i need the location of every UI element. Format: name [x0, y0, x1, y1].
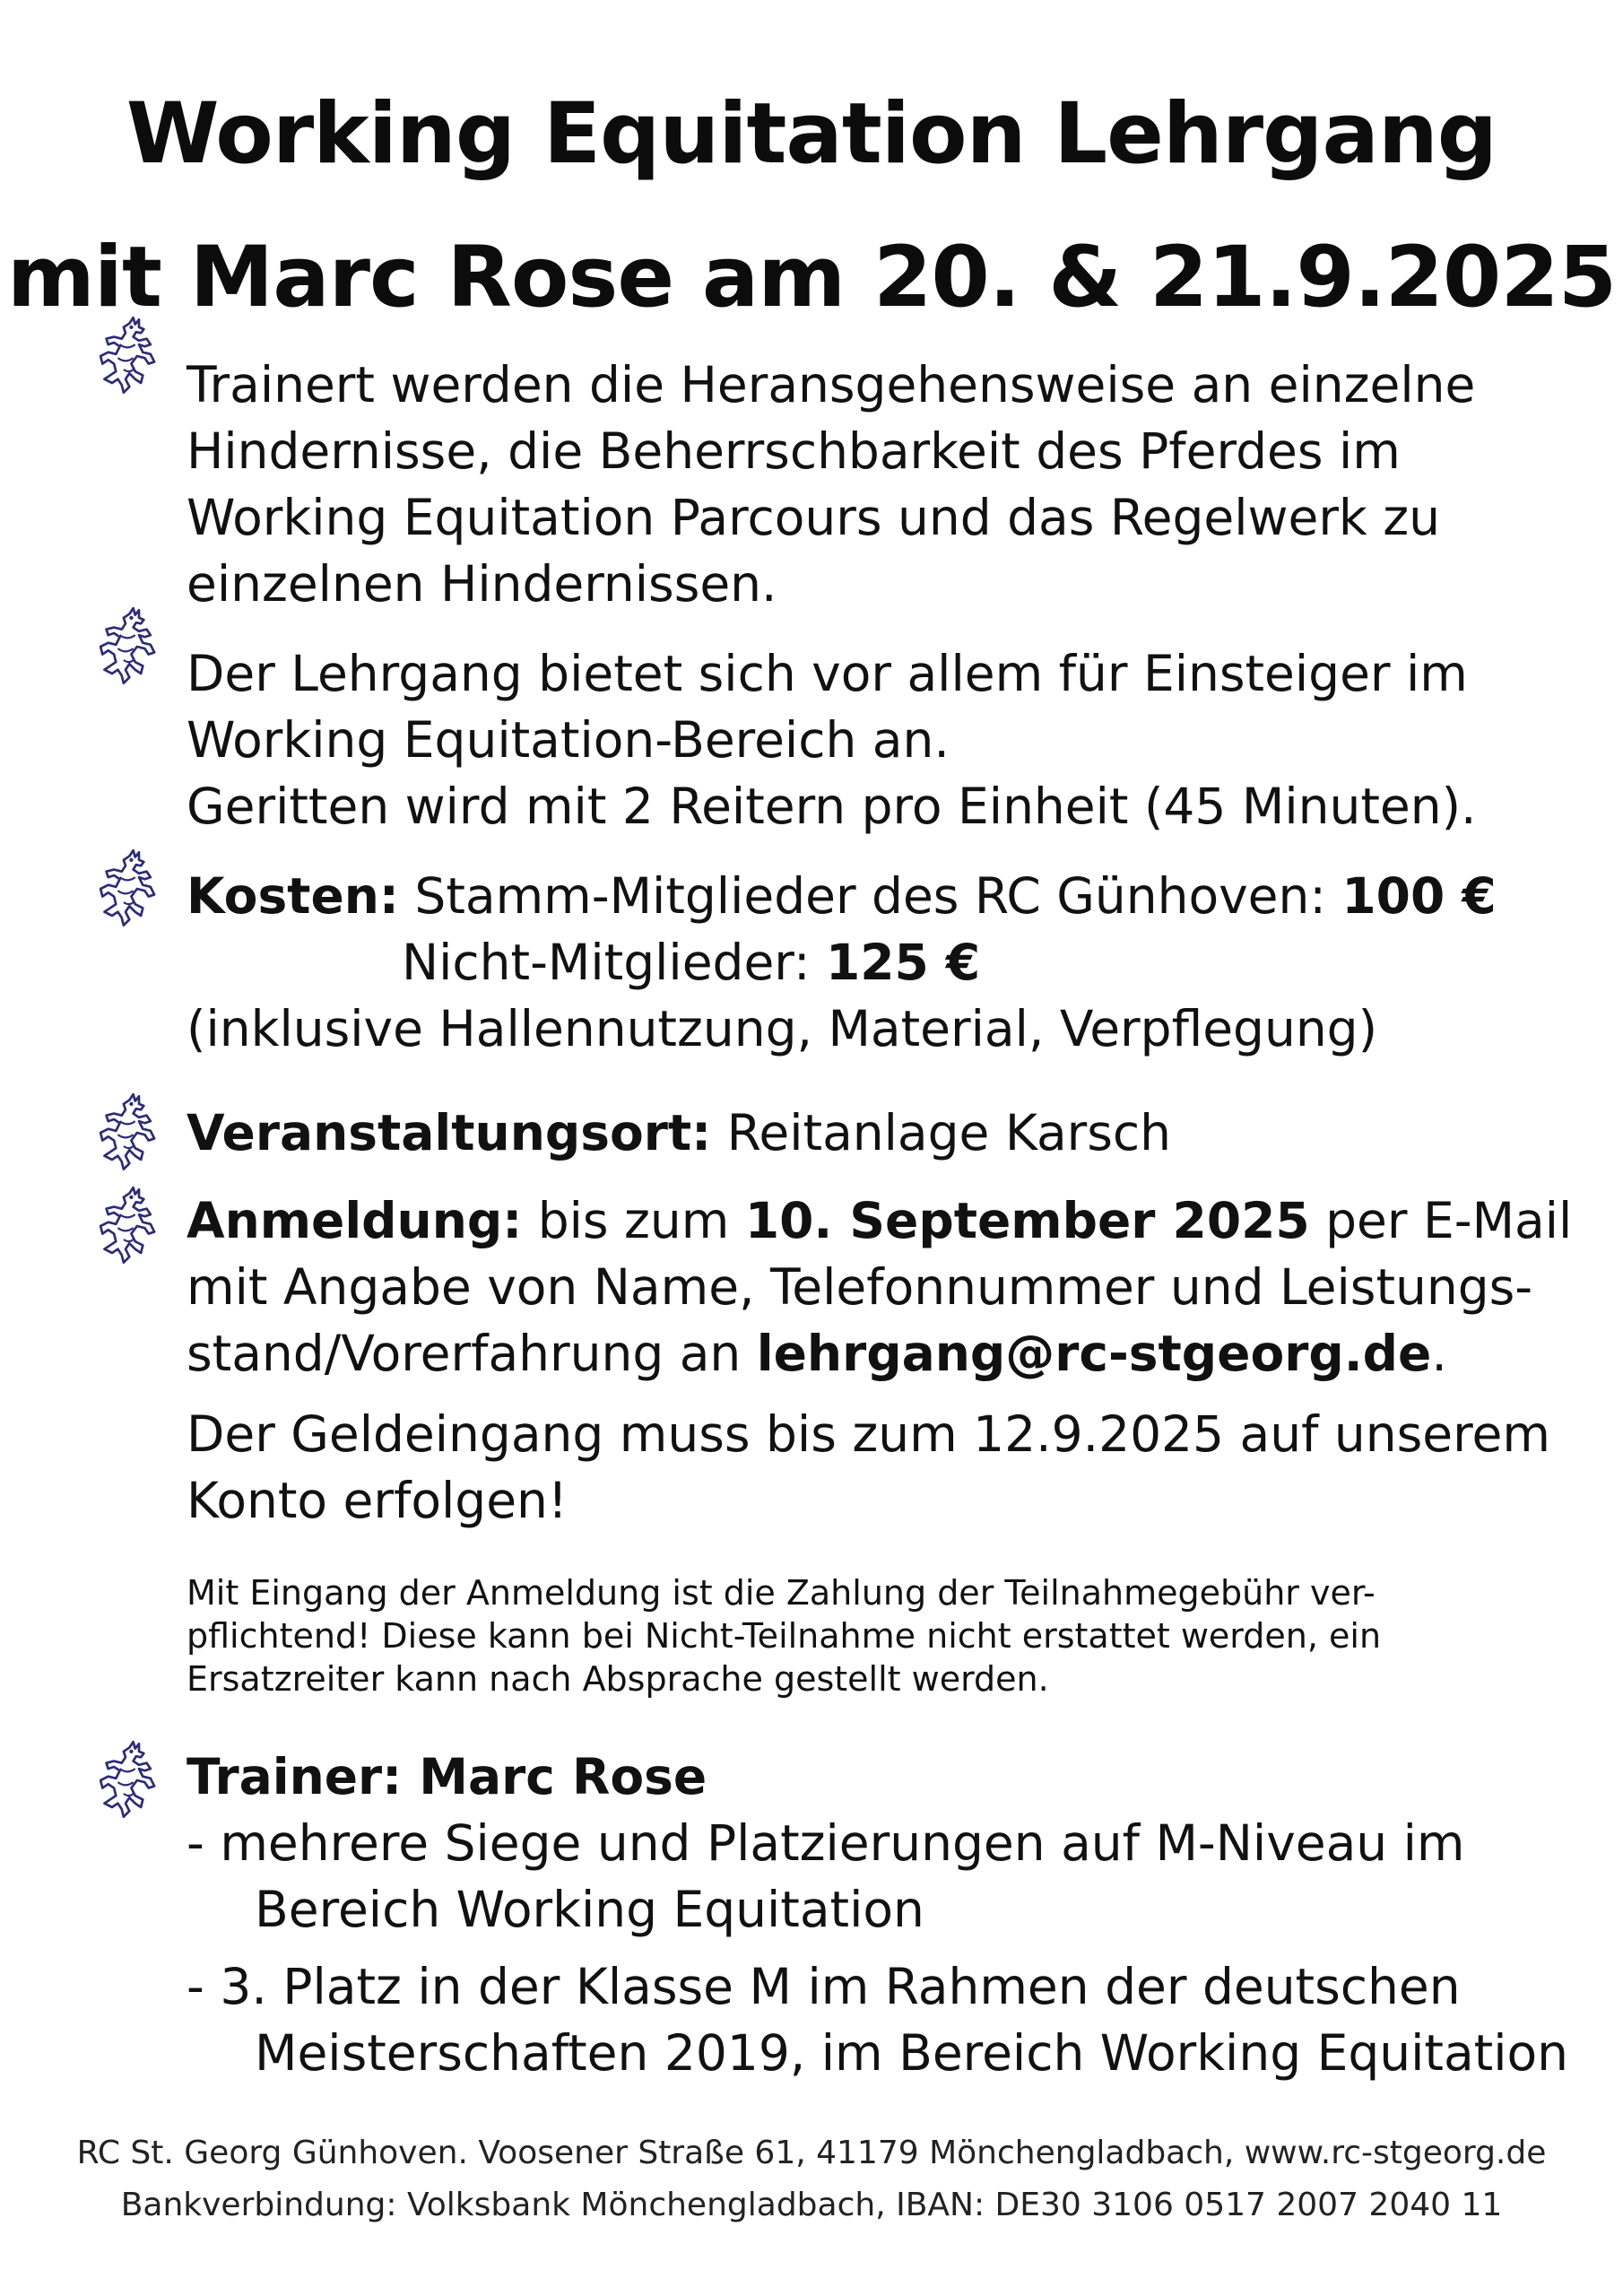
title-line-1: Working Equitation Lehrgang	[126, 85, 1497, 183]
venue-value: Reitanlage Karsch	[711, 1104, 1172, 1161]
footer	[0, 2127, 1623, 2231]
footer-bank: Bankverbindung: Volksbank Mönchengladbach, IBAN: DE30 3106 0517 2007 2040 11	[120, 2187, 1503, 2223]
trainer-item-line: Bereich Working Equitation	[255, 1881, 924, 1938]
rearing-horse-icon	[90, 848, 161, 929]
nonmembers-text: Nicht-Mitglieder:	[402, 934, 826, 991]
trainer-heading: Trainer: Marc Rose	[187, 1748, 707, 1805]
audience-paragraph	[187, 640, 1477, 839]
costs-label: Kosten:	[187, 867, 399, 925]
registration-email-link[interactable]: lehrgang@rc-stgeorg.de	[756, 1325, 1432, 1382]
audience-line: Der Lehrgang bietet sich vor allem für Einsteiger im	[187, 645, 1468, 702]
payment-line: Der Geldeingang muss bis zum 12.9.2025 auf unserem	[187, 1405, 1550, 1463]
trainer-item	[187, 1810, 1568, 1943]
intro-line: Hindernisse, die Beherrschbarkeit des Pferdes im	[187, 422, 1401, 480]
trainer-section	[187, 1744, 1568, 2086]
registration-text: stand/Vorerfahrung an	[187, 1325, 757, 1382]
payment-line: Konto erfolgen!	[187, 1472, 568, 1529]
intro-line: Trainert werden die Heransgehensweise an einzelne	[187, 356, 1476, 413]
rearing-horse-icon	[90, 1092, 161, 1173]
audience-line: Geritten wird mit 2 Reitern pro Einheit (45 Minuten).	[187, 778, 1477, 835]
members-text: Stamm-Mitglieder des RC Günhoven:	[414, 867, 1342, 925]
rearing-horse-icon	[90, 1186, 161, 1266]
rearing-horse-icon	[90, 1740, 161, 1821]
payment-paragraph	[187, 1401, 1550, 1534]
costs-paragraph	[187, 863, 1497, 1062]
trainer-item-line: - mehrere Siege und Platzierungen auf M-Niveau im	[187, 1814, 1465, 1872]
registration-line: mit Angabe von Name, Telefonnummer und Leistungs-	[187, 1258, 1533, 1316]
registration-text: bis zum	[522, 1192, 745, 1249]
rearing-horse-icon	[90, 316, 161, 396]
rearing-horse-icon	[90, 606, 161, 687]
trainer-item	[187, 1953, 1568, 2086]
venue-paragraph	[187, 1100, 1171, 1166]
registration-paragraph	[187, 1187, 1572, 1387]
notice-line: pflichtend! Diese kann bei Nicht-Teilnahme nicht erstattet werden, ein	[187, 1616, 1382, 1656]
footer-address: RC St. Georg Günhoven. Voosener Straße 61, 41179 Mönchengladbach, www.rc-stgeorg.de	[76, 2135, 1547, 2171]
members-price: 100 €	[1341, 867, 1497, 925]
nonmembers-price: 125 €	[825, 934, 981, 991]
registration-text: per E-Mail	[1309, 1192, 1573, 1249]
trainer-item-line: - 3. Platz in der Klasse M im Rahmen der deutschen	[187, 1958, 1461, 2015]
page-title	[0, 63, 1623, 350]
notice-line: Ersatzreiter kann nach Absprache gestellt werden.	[187, 1659, 1049, 1699]
venue-label: Veranstaltungsort:	[187, 1104, 712, 1161]
binding-notice	[187, 1571, 1381, 1700]
registration-deadline: 10. September 2025	[744, 1192, 1310, 1249]
intro-line: einzelnen Hindernissen.	[187, 555, 777, 613]
trainer-item-line: Meisterschaften 2019, im Bereich Working Equitation	[255, 2024, 1569, 2082]
intro-paragraph	[187, 352, 1475, 617]
registration-text: .	[1431, 1325, 1447, 1382]
audience-line: Working Equitation-Bereich an.	[187, 711, 950, 769]
notice-line: Mit Eingang der Anmeldung ist die Zahlung der Teilnahmegebühr ver-	[187, 1573, 1376, 1613]
intro-line: Working Equitation Parcours und das Regelwerk zu	[187, 489, 1440, 546]
title-line-2: mit Marc Rose am 20. & 21.9.2025	[6, 229, 1617, 326]
registration-label: Anmeldung:	[187, 1192, 523, 1249]
costs-note: (inklusive Hallennutzung, Material, Verpflegung)	[187, 1000, 1378, 1057]
